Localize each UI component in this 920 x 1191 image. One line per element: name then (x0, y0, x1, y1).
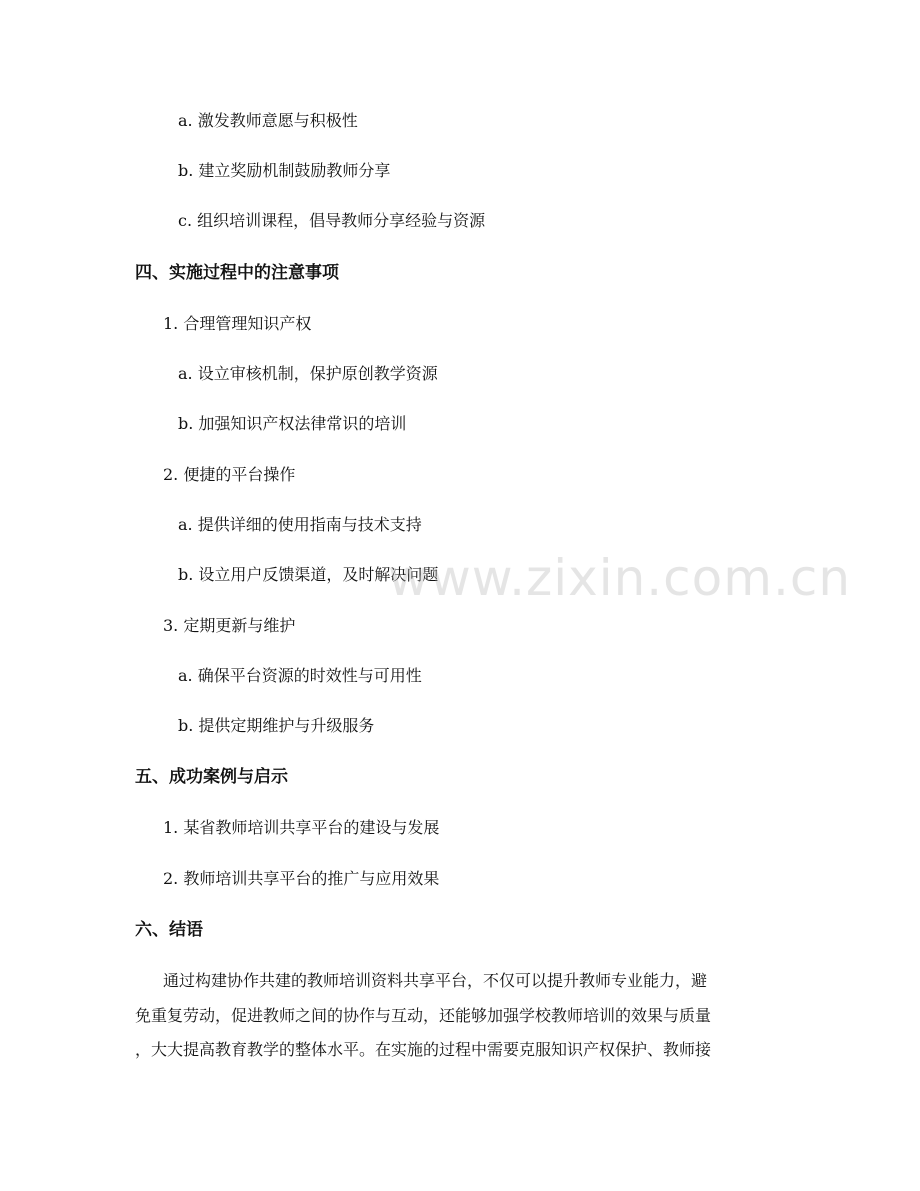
list-item-3b: b. 建立奖励机制鼓励教师分享 (178, 161, 391, 180)
list-item-4-3a: a. 确保平台资源的时效性与可用性 (178, 666, 422, 685)
list-item-4-3: 3. 定期更新与维护 (163, 616, 296, 635)
list-item-3c: c. 组织培训课程，倡导教师分享经验与资源 (178, 211, 486, 230)
list-item-4-2a: a. 提供详细的使用指南与技术支持 (178, 515, 422, 534)
list-item-4-2: 2. 便捷的平台操作 (163, 465, 296, 484)
list-item-4-3b: b. 提供定期维护与升级服务 (178, 716, 375, 735)
paragraph-line-3: ，大大提高教育教学的整体水平。在实施的过程中需要克服知识产权保护、教师接 (135, 1040, 712, 1059)
list-item-4-1a: a. 设立审核机制，保护原创教学资源 (178, 364, 438, 383)
section-heading-6: 六、结语 (135, 920, 203, 940)
list-item-3a: a. 激发教师意愿与积极性 (178, 111, 358, 130)
list-item-4-2b: b. 设立用户反馈渠道，及时解决问题 (178, 565, 439, 584)
section-heading-5: 五、成功案例与启示 (135, 767, 288, 787)
section-heading-4: 四、实施过程中的注意事项 (135, 263, 339, 283)
watermark-text: www.zixin.com.cn (388, 549, 852, 607)
list-item-4-1: 1. 合理管理知识产权 (163, 314, 312, 333)
list-item-5-1: 1. 某省教师培训共享平台的建设与发展 (163, 818, 440, 837)
paragraph-line-2: 免重复劳动，促进教师之间的协作与互动，还能够加强学校教师培训的效果与质量 (135, 1006, 712, 1025)
paragraph-line-1: 通过构建协作共建的教师培训资料共享平台，不仅可以提升教师专业能力，避 (163, 971, 708, 990)
list-item-5-2: 2. 教师培训共享平台的推广与应用效果 (163, 869, 440, 888)
list-item-4-1b: b. 加强知识产权法律常识的培训 (178, 414, 407, 433)
